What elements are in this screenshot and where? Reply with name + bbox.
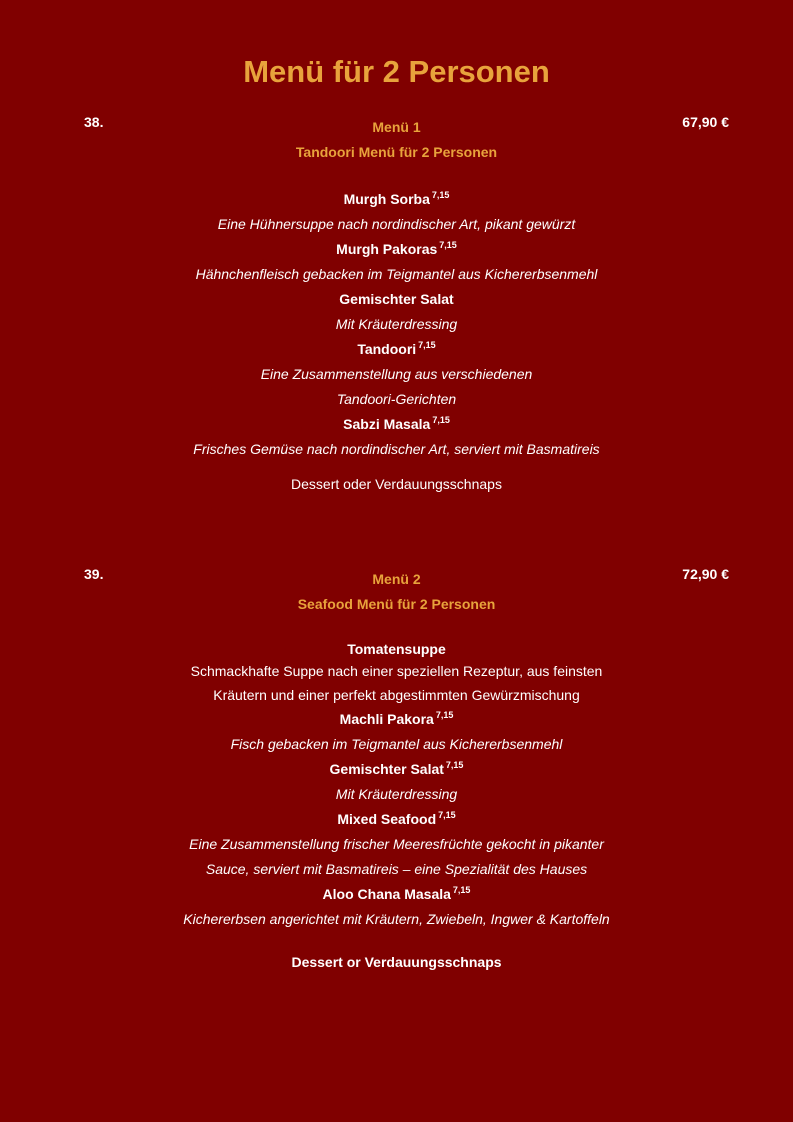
dish-description: Eine Zusammenstellung aus verschiedenen bbox=[260, 366, 533, 382]
dish-description: Schmackhafte Suppe nach einer speziellen Rezeptur, aus feinsten bbox=[190, 663, 603, 679]
dish-description: Frisches Gemüse nach nordindischer Art, serviert mit Basmatireis bbox=[193, 441, 600, 457]
dish-description: Mit Kräuterdressing bbox=[335, 786, 458, 802]
dish-description: Fisch gebacken im Teigmantel aus Kichererbsenmehl bbox=[230, 736, 563, 752]
menu-number: 38. bbox=[84, 114, 104, 130]
dish-name: Murgh Pakoras $^{7,15}$ bbox=[336, 240, 457, 257]
menu-section-1 bbox=[0, 112, 793, 497]
allergen-note: 7,15 bbox=[438, 810, 456, 821]
menu-price: 67,90 € bbox=[682, 114, 729, 130]
menu-name: Menü 1 bbox=[372, 119, 421, 135]
dish-description: Kichererbsen angerichtet mit Kräutern, Zwiebeln, Ingwer & Kartoffeln bbox=[183, 911, 610, 927]
dish-description: Tandoori-Gerichten bbox=[336, 391, 457, 407]
dish-name: Machli Pakora $^{7,15}$ bbox=[339, 710, 454, 727]
dish-description: Eine Hühnersuppe nach nordindischer Art, pikant gewürzt bbox=[217, 216, 576, 232]
dish-description: Sauce, serviert mit Basmatireis – eine Spezialität des Hauses bbox=[205, 861, 588, 877]
dish-name: Tandoori $^{7,15}$ bbox=[357, 340, 436, 357]
dish-name: Gemischter Salat $^{7,15}$ bbox=[329, 760, 464, 777]
dish-name: Tomatensuppe bbox=[347, 641, 446, 657]
menu-subtitle: Tandoori Menü für 2 Personen bbox=[295, 144, 498, 160]
page-title: Menü für 2 Personen bbox=[243, 54, 550, 89]
menu-subtitle: Seafood Menü für 2 Personen bbox=[297, 596, 496, 612]
dish-description: Kräutern und einer perfekt abgestimmten Gewürzmischung bbox=[213, 687, 580, 703]
menu-price: 72,90 € bbox=[682, 566, 729, 582]
dish-description: Eine Zusammenstellung frischer Meeresfrüchte gekocht in pikanter bbox=[189, 836, 604, 852]
allergen-note: 7,15 bbox=[431, 190, 450, 201]
allergen-note: 7,15 bbox=[418, 340, 436, 351]
allergen-note: 7,15 bbox=[435, 710, 454, 721]
dessert-line: Dessert oder Verdauungsschnaps bbox=[291, 476, 502, 492]
allergen-note: 7,15 bbox=[439, 240, 457, 251]
dish-name: Sabzi Masala $^{7,15}$ bbox=[343, 415, 450, 432]
dish-name: Aloo Chana Masala $^{7,15}$ bbox=[322, 885, 471, 902]
allergen-note: 7,15 bbox=[432, 415, 450, 426]
dish-name: Mixed Seafood $^{7,15}$ bbox=[337, 810, 456, 827]
menu-number: 39. bbox=[84, 566, 104, 582]
menu-name: Menü 2 bbox=[372, 571, 421, 587]
dish-name: Murgh Sorba $^{7,15}$ bbox=[343, 190, 450, 207]
dish-description: Hähnchenfleisch gebacken im Teigmantel aus Kichererbsenmehl bbox=[195, 266, 598, 282]
allergen-note: 7,15 bbox=[452, 885, 471, 896]
menu-section-2 bbox=[0, 564, 793, 975]
allergen-note: 7,15 bbox=[445, 760, 464, 771]
dish-name: Gemischter Salat bbox=[339, 291, 454, 307]
dessert-line: Dessert or Verdauungsschnaps bbox=[291, 954, 502, 970]
dish-description: Mit Kräuterdressing bbox=[335, 316, 458, 332]
